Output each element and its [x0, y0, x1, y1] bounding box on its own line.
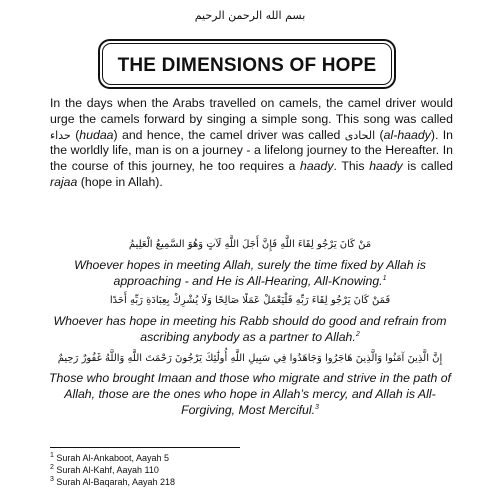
term-hudaa: hudaa [79, 127, 114, 142]
title-frame [98, 39, 396, 89]
page-title: THE DIMENSIONS OF HOPE [117, 55, 377, 76]
footnote-1-number: 1 [50, 452, 54, 459]
basmala-header: بسم الله الرحمن الرحيم [194, 9, 306, 22]
verse-1-translation [44, 258, 456, 290]
footnote-2 [50, 465, 159, 475]
footnote-2-number: 2 [50, 464, 54, 471]
term-haady-2: haady [369, 159, 403, 174]
footnote-3 [50, 477, 175, 487]
footnote-3-number: 3 [50, 476, 54, 483]
verse-1-text: Whoever hopes in meeting Allah, surely the time fixed by Allah is approaching - and He is All-Hearing, All-Knowing. [74, 258, 426, 288]
verse-3-translation [44, 371, 456, 418]
intro-text-2: and hence, the camel driver was called [117, 127, 345, 142]
verse-3-text: Those who brought Imaan and those who migrate and strive in the path of Allah, those are the ones who hope in Allah’s mercy, and Allah is All-Forgiving, Most Merciful. [49, 371, 451, 417]
intro-text-4: . This [333, 159, 370, 174]
footnote-2-text: Surah Al-Kahf, Aayah 110 [56, 465, 159, 475]
arabic-word-haady: الحادى [344, 128, 376, 142]
intro-text-6: (hope in Allah). [77, 174, 163, 189]
footnote-ref-2[interactable]: 2 [355, 330, 360, 338]
term-al-haady: al-haady [383, 127, 431, 142]
footnote-divider [50, 447, 240, 448]
verse-2-arabic: فَمَنْ كَانَ يَرْجُو لِقَاءَ رَبِّهِ فَلْيَعْمَلْ عَمَلًا صَالِحًا وَلَا يُشْرِكْ بِعِبَادَةِ رَبِّهِ أَحَدًا [109, 295, 391, 306]
arabic-word-hudaa: حداء [50, 128, 71, 142]
verse-2-translation [44, 314, 456, 346]
footnote-ref-1[interactable]: 1 [382, 274, 387, 282]
footnote-1-text: Surah Al-Ankaboot, Aayah 5 [56, 453, 170, 463]
verse-2-text: Whoever has hope in meeting his Rabb should do good and refrain from ascribing anybody as a partner to Allah. [53, 314, 447, 344]
intro-text-1: In the days when the Arabs travelled on camels, the camel driver would urge the camels forward by singing a simple song. This song was called [50, 96, 453, 126]
intro-text-3: . In the worldly life, man is on a journey - a lifelong journey to the Hereafter. In the course of this journey, he too requires a [50, 127, 453, 174]
footnote-1 [50, 453, 169, 463]
intro-text-5: is called [402, 159, 453, 174]
verse-1-arabic: مَنْ كَانَ يَرْجُو لِقَاءَ اللَّهِ فَإِنَّ أَجَلَ اللَّهِ لَآتٍ وَهُوَ السَّمِيعُ الْعَلِيمُ [128, 239, 372, 250]
footnote-3-text: Surah Al-Baqarah, Aayah 218 [56, 477, 176, 487]
footnote-ref-3[interactable]: 3 [315, 403, 319, 411]
term-haady-1: haady [299, 159, 334, 174]
verse-3-arabic: إِنَّ الَّذِينَ آمَنُوا وَالَّذِينَ هَاجَرُوا وَجَاهَدُوا فِي سَبِيلِ اللَّهِ أُولَٰئِكَ يَرْجُونَ رَحْمَتَ اللَّهِ وَاللَّهُ غَفُورٌ رَحِيمٌ [57, 353, 443, 364]
term-rajaa: rajaa [50, 174, 78, 189]
intro-paragraph: In the days when the Arabs travelled on camels, the camel driver would urge the camels forward by singing a simple song. This song was called حداء (hudaa) and hence, the camel driver was called الحادى (al-haady). In the worldly life, man is on a journey - a lifelong journey to the Hereafter. In the course of this journey, he too requires a haady. This haady is called rajaa (hope in Allah). [50, 96, 453, 189]
